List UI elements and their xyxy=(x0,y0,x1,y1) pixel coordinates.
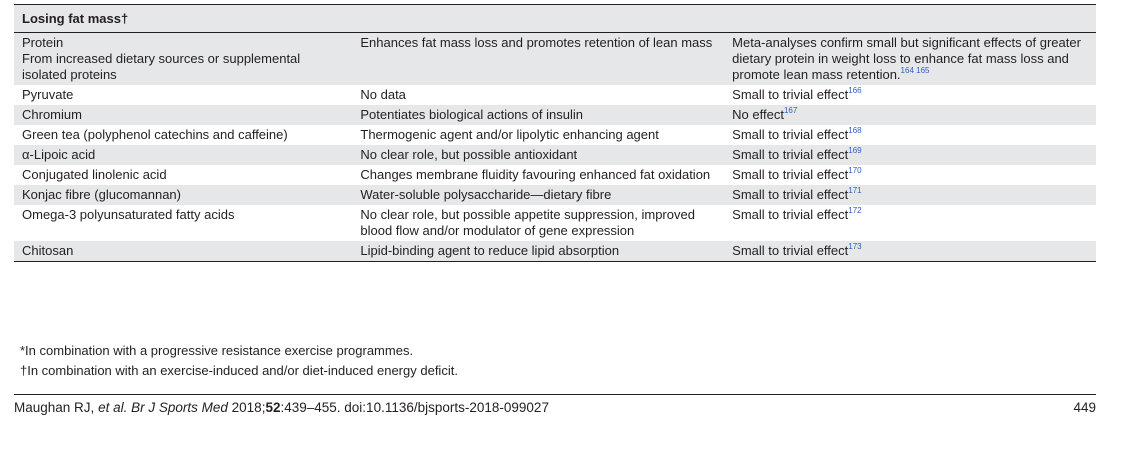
agent-name: Protein xyxy=(22,35,64,50)
section-header xyxy=(14,5,1096,33)
citation-volume: 52 xyxy=(265,400,281,415)
footnote: †In combination with an exercise-induced and/or diet-induced energy deficit. xyxy=(20,363,458,378)
mechanism-cell: Changes membrane fluidity favouring enhanced fat oxidation xyxy=(360,167,711,182)
agent-cell: Omega-3 polyunsaturated fatty acids xyxy=(22,207,235,222)
evidence-cell xyxy=(724,185,1096,205)
citation-year: 2018; xyxy=(231,400,266,415)
table-row xyxy=(14,33,1096,85)
evidence-cell xyxy=(724,165,1096,185)
table-row xyxy=(14,85,1096,105)
evidence-text: Small to trivial effect xyxy=(732,127,849,142)
table-row xyxy=(14,185,1096,205)
citation-pages: :439–455. doi:10.1136/bjsports-2018-099027 xyxy=(280,400,549,415)
citation-etal: et al. xyxy=(98,400,128,415)
evidence-cell xyxy=(724,241,1096,262)
evidence-cell xyxy=(724,145,1096,165)
agent-cell: Konjac fibre (glucomannan) xyxy=(14,185,352,205)
evidence-cell xyxy=(724,85,1096,105)
evidence-cell xyxy=(724,33,1096,85)
evidence-cell xyxy=(724,205,1096,241)
table-row xyxy=(14,145,1096,165)
mechanism-cell: No clear role, but possible antioxidant xyxy=(352,145,724,165)
evidence-text: Small to trivial effect xyxy=(732,243,849,258)
mechanism-cell: No clear role, but possible appetite suppression, improved blood flow and/or modulator of gene expression xyxy=(360,207,695,238)
table-row xyxy=(14,105,1096,125)
reference-link[interactable]: 172 xyxy=(848,205,862,215)
table-row xyxy=(14,125,1096,145)
table-row xyxy=(14,165,1096,185)
mechanism-cell: No data xyxy=(360,87,406,102)
evidence-text: Small to trivial effect xyxy=(732,147,849,162)
reference-link[interactable]: 173 xyxy=(848,241,862,251)
footnote: *In combination with a progressive resistance exercise programmes. xyxy=(20,343,414,358)
agent-cell: Chromium xyxy=(14,105,352,125)
evidence-text: Small to trivial effect xyxy=(732,207,849,222)
evidence-text: No effect xyxy=(732,107,784,122)
agent-cell: Pyruvate xyxy=(22,87,74,102)
page-number: 449 xyxy=(1073,400,1096,415)
footer-rule xyxy=(14,394,1096,395)
reference-link[interactable]: 168 xyxy=(848,125,862,135)
agent-subtitle: From increased dietary sources or supplemental isolated proteins xyxy=(22,51,301,82)
table-footnotes xyxy=(20,341,458,381)
reference-link[interactable]: 167 xyxy=(783,105,798,115)
evidence-text: Small to trivial effect xyxy=(732,187,849,202)
supplements-table xyxy=(14,33,1096,262)
mechanism-cell: Water-soluble polysaccharide—dietary fibre xyxy=(352,185,724,205)
agent-cell: Conjugated linolenic acid xyxy=(22,167,167,182)
table-row xyxy=(14,205,1096,241)
evidence-text: Small to trivial effect xyxy=(732,167,849,182)
evidence-cell xyxy=(724,125,1096,145)
evidence-text: Small to trivial effect xyxy=(732,87,849,102)
mechanism-cell: Enhances fat mass loss and promotes retention of lean mass xyxy=(352,33,724,85)
reference-link[interactable]: 166 xyxy=(848,85,862,95)
evidence-cell xyxy=(724,105,1096,125)
section-title: Losing fat mass† xyxy=(22,11,129,26)
mechanism-cell: Lipid-binding agent to reduce lipid absorption xyxy=(352,241,724,262)
mechanism-cell: Thermogenic agent and/or lipolytic enhancing agent xyxy=(360,127,659,142)
evidence-text: Meta-analyses confirm small but significant effects of greater dietary protein in weight loss to enhance fat mass loss and promote lean mass retention. xyxy=(732,35,1081,82)
agent-cell: Chitosan xyxy=(14,241,352,262)
table-row xyxy=(14,241,1096,262)
reference-link[interactable]: 170 xyxy=(848,165,862,175)
reference-link[interactable]: 171 xyxy=(848,185,862,195)
reference-link[interactable]: 169 xyxy=(848,145,862,155)
agent-cell: Green tea (polyphenol catechins and caffeine) xyxy=(22,127,288,142)
agent-cell xyxy=(14,33,352,85)
reference-link[interactable]: 164 165 xyxy=(900,65,930,75)
citation-line xyxy=(14,400,549,415)
mechanism-cell: Potentiates biological actions of insulin xyxy=(352,105,724,125)
agent-cell: α-Lipoic acid xyxy=(14,145,352,165)
citation-journal: Br J Sports Med xyxy=(131,400,228,415)
citation-authors: Maughan RJ, xyxy=(14,400,95,415)
